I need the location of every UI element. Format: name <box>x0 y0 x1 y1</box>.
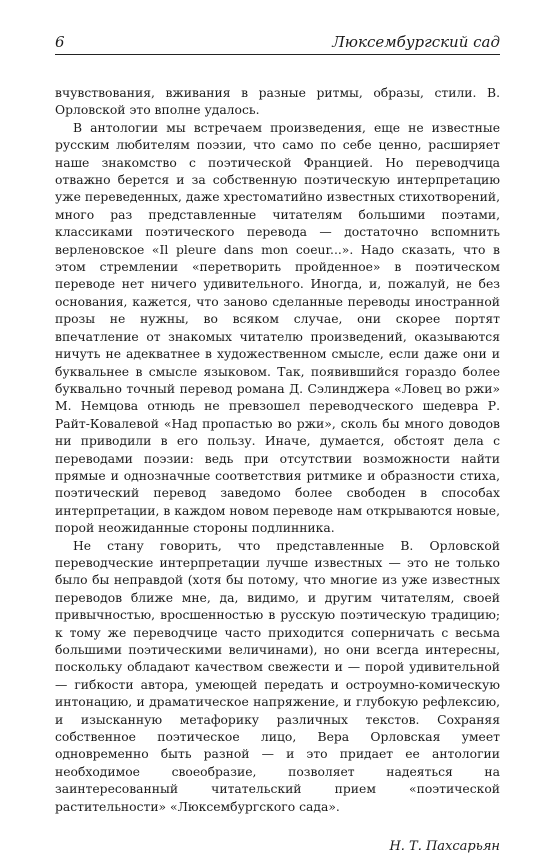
running-header <box>55 32 500 55</box>
body-text <box>55 85 500 816</box>
paragraph: Не стану говорить, что представленные В. Орловской переводческие интерпретации лучше известных — это не только было бы неправдой (хотя бы потому, что многие из уже известных переводов ближе мне, да, видимо, и другим читателям, своей привычностью, вросшенностью в русскую поэтическую традицию; к тому же переводчице часто приходится соперничать с весьма большими поэтическими величинами), но они всегда интересны, поскольку обладают качеством свежести и — порой удивительной — гибкости автора, умеющей передать и остроумно-комическую интонацию, и драматическое напряжение, и глубокую рефлексию, и изысканную метафорику различных текстов. Сохраняя собственное поэтическое лицо, Вера Орловская умеет одновременно быть разной — и это придает ее антологии необходимое своеобразие, позволяет надеяться на заинтересованный читательский прием «поэтической растительности» «Люксембургского сада». <box>55 538 500 814</box>
page-number: 6 <box>55 33 65 51</box>
author-signature: Н. Т. Пахсарьян <box>389 839 500 855</box>
running-title: Люксембургский сад <box>332 33 500 51</box>
document-page <box>55 32 500 856</box>
paragraph-continuation: вчувствования, вживания в разные ритмы, образы, стили. В. Орловской это вполне удалось. <box>55 86 500 118</box>
paragraph: В антологии мы встречаем произведения, еще не известные русским любителям поэзии, что само по себе ценно, расширяет наше знакомство с поэтической Францией. Но переводчица отважно берется и за собственную поэтическую интерпретацию уже переведенных, даже хрестоматийно известных стихотворений, много раз представленные читателям большими поэтами, классиками поэтического перевода — достаточно вспомнить верленовское «Il pleure dans mon coeur...». Надо сказать, что в этом стремлении «перетворить пройденное» в поэтическом переводе нет ничего удивительного. Иногда, и, пожалуй, не без основания, кажется, что заново сделанные переводы иностранной прозы не нужны, во всяком случае, они скорее портят впечатление от знакомых читателю произведений, оказываются ничуть не адекватнее в художественном смысле, если даже они и буквальнее в смысле языковом. Так, появившийся гораздо более буквально точный перевод романа Д. Сэлинджера «Ловец во ржи» М. Немцова отнюдь не превзошел переводческого шедевра Р. Райт-Ковалевой «Над пропастью во ржи», сколь бы много доводов ни приводили в его пользу. Иначе, думается, обстоят дела с переводами поэзии: ведь при отсутствии возможности найти прямые и однозначные соответствия ритмике и образности стиха, поэтический перевод заведомо более свободен в способах интерпретации, в каждом новом переводе нам открываются новые, порой неожиданные стороны подлинника. <box>55 120 500 536</box>
